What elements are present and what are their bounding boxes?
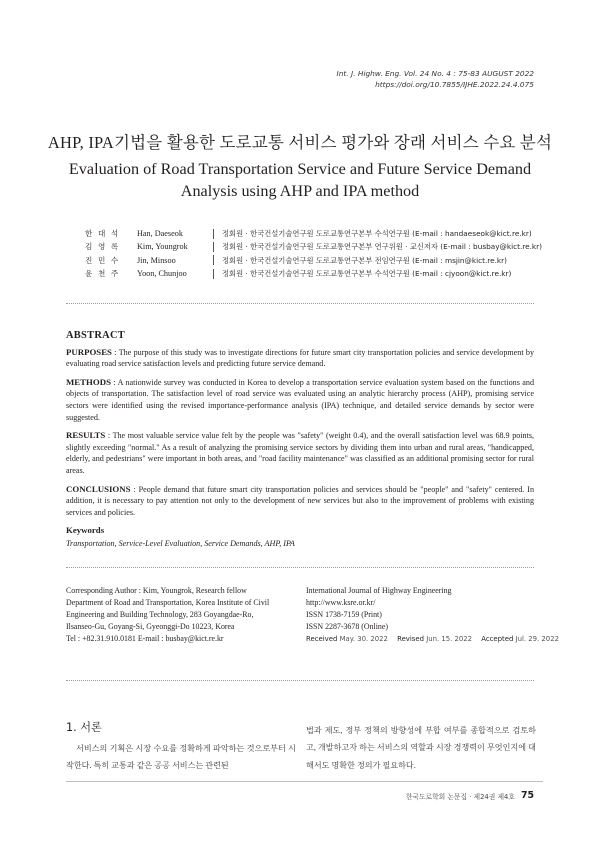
body-text-left-column: 서비스의 기획은 시장 수요를 정확하게 파악하는 것으로부터 시작한다. 특히 교통과 같은 공공 서비스는 관련된 [66, 744, 296, 771]
abstract-conclusions [66, 484, 534, 519]
abstract-heading: ABSTRACT [66, 330, 125, 341]
author-divider [213, 255, 214, 265]
journal-header [337, 68, 534, 90]
purposes-label: PURPOSES [66, 346, 112, 357]
publication-info-block [306, 585, 559, 645]
footer-rule [66, 781, 543, 782]
author-affiliation: 정회원 · 한국건설기술연구원 도로교통연구본부 연구위원 · 교신저자 (E-mail : busbay@kict.re.kr) [222, 242, 543, 252]
keywords-list: Transportation, Service-Level Evaluation, Service Demands, AHP, IPA [66, 538, 295, 548]
author-row [85, 267, 542, 280]
corresponding-author-dept: Department of Road and Transportation, Korea Institute of Civil [66, 598, 270, 607]
conclusions-label: CONCLUSIONS [66, 483, 131, 494]
submission-dates [306, 633, 559, 645]
purposes-text: : The purpose of this study was to investigate directions for future smart city transportation policies and service development by evaluating road service satisfaction levels and predicting future service demand. [66, 347, 534, 369]
journal-name: Int. J. Highw. Eng. [336, 69, 402, 78]
received-date: May. 30. 2022 [339, 635, 388, 643]
keywords-heading: Keywords [66, 525, 105, 536]
author-affiliation: 정회원 · 한국건설기술연구원 도로교통연구본부 전임연구원 (E-mail : msjin@kict.re.kr) [222, 255, 508, 265]
journal-citation-line [337, 68, 534, 79]
korean-title: AHP, IPA기법을 활용한 도로교통 서비스 평가와 장래 서비스 수요 분석 [47, 133, 553, 152]
methods-label: METHODS [66, 376, 111, 387]
author-affiliation: 정회원 · 한국건설기술연구원 도로교통연구본부 수석연구원 (E-mail : handaeseok@kict.re.kr) [222, 229, 532, 238]
corresponding-author-institute: Engineering and Building Technology, 283 Goyangdae-Ro, [66, 610, 254, 619]
conclusions-text: : People demand that future smart city transportation policies and services should be "people" and "safety" centered. In addition, it is necessary to pay attention not only to the development of new services but also to the improvement of problems with existing services and policies. [66, 484, 534, 517]
body-text-right-column: 법과 제도, 정부 정책의 방향성에 부합 여부를 종합적으로 검토하고, 개발하고자 하는 서비스의 역할과 시장 경쟁력이 무엇인지에 대해서도 명확한 정의가 필요하다. [306, 726, 536, 770]
journal-url[interactable]: http://www.ksre.or.kr/ [306, 598, 376, 607]
methods-text: : A nationwide survey was conducted in Korea to develop a transportation service evaluation system based on the functions and objects of transportation. The satisfaction level of road service was evaluated using an analytic hierarchy process (AHP), promising service sectors were identified using the revised importance-performance analysis (IPA) technique, and detailed service demands by sector were suggested. [66, 377, 534, 422]
author-name-english: Kim, Youngrok [137, 242, 188, 252]
author-name-english: Han, Daeseok [137, 229, 183, 238]
abstract-purposes [66, 347, 534, 370]
author-affiliation: 정회원 · 한국건설기술연구원 도로교통연구본부 수석연구원 (E-mail : cjyoon@kict.re.kr) [222, 269, 512, 279]
results-text: : The most valuable service value felt by the people was "safety" (weight 0.4), and the overall satisfaction level was 68.9 points, slightly exceeding "normal." As a result of analyzing the promising service sectors by dividing them into urban and rural areas, "handicapped, elderly, and pedestrians" were important in both areas, and "road facility maintenance" was classified as an additional promising sector for rural areas. [66, 431, 534, 475]
dotted-divider [66, 680, 534, 681]
author-divider [213, 269, 214, 279]
journal-volume: Vol. 24 No. 4 : 75-83 AUGUST 2022 [403, 69, 534, 78]
author-name-korean: 윤 천 주 [85, 269, 120, 279]
section-heading: 1. 서론 [66, 721, 102, 734]
issn-online: ISSN 2287-3678 (Online) [306, 622, 388, 631]
corresponding-author-address: Ilsanseo-Gu, Goyang-Si, Gyeonggi-Do 10223, Korea [66, 622, 235, 631]
abstract-methods [66, 377, 534, 423]
revised-label: Revised [397, 635, 425, 643]
author-name-english: Yoon, Chunjoo [137, 269, 187, 279]
abstract-results [66, 430, 534, 476]
corresponding-author-contact: Tel : +82.31.910.0181 E-mail : busbay@kict.re.kr [66, 634, 224, 643]
corresponding-author-line: Corresponding Author : Kim, Youngrok, Research fellow [66, 586, 247, 595]
accepted-label: Accepted [481, 635, 514, 643]
author-name-korean: 김 영 록 [85, 242, 120, 252]
author-divider [213, 242, 214, 252]
dotted-divider [66, 567, 534, 568]
accepted-date: Jul. 29. 2022 [515, 635, 559, 643]
journal-full-name: International Journal of Highway Engineering [306, 586, 452, 595]
page-number: 75 [520, 790, 534, 801]
page-footer [406, 790, 534, 801]
author-row [85, 240, 542, 253]
received-label: Received [306, 635, 338, 643]
author-name-korean: 진 민 수 [85, 255, 120, 265]
author-row [85, 254, 542, 267]
journal-doi[interactable]: https://doi.org/10.7855/IJHE.2022.24.4.075 [375, 80, 534, 89]
footer-journal-issue: 한국도로학회 논문집 · 제24권 제4호 [405, 792, 515, 801]
dotted-divider [66, 303, 534, 304]
corresponding-author-block [66, 585, 271, 645]
results-label: RESULTS [66, 430, 106, 441]
issn-print: ISSN 1738-7159 (Print) [306, 610, 382, 619]
revised-date: Jun. 15. 2022 [426, 635, 473, 643]
author-name-english: Jin, Minsoo [137, 255, 176, 265]
author-divider [213, 229, 214, 239]
author-list [85, 227, 542, 281]
author-row [85, 227, 542, 240]
author-name-korean: 한 대 석 [85, 229, 120, 238]
abstract-section [66, 330, 534, 550]
english-title: Evaluation of Road Transportation Service and Future Service Demand Analysis using AHP and IPA method [68, 160, 532, 200]
